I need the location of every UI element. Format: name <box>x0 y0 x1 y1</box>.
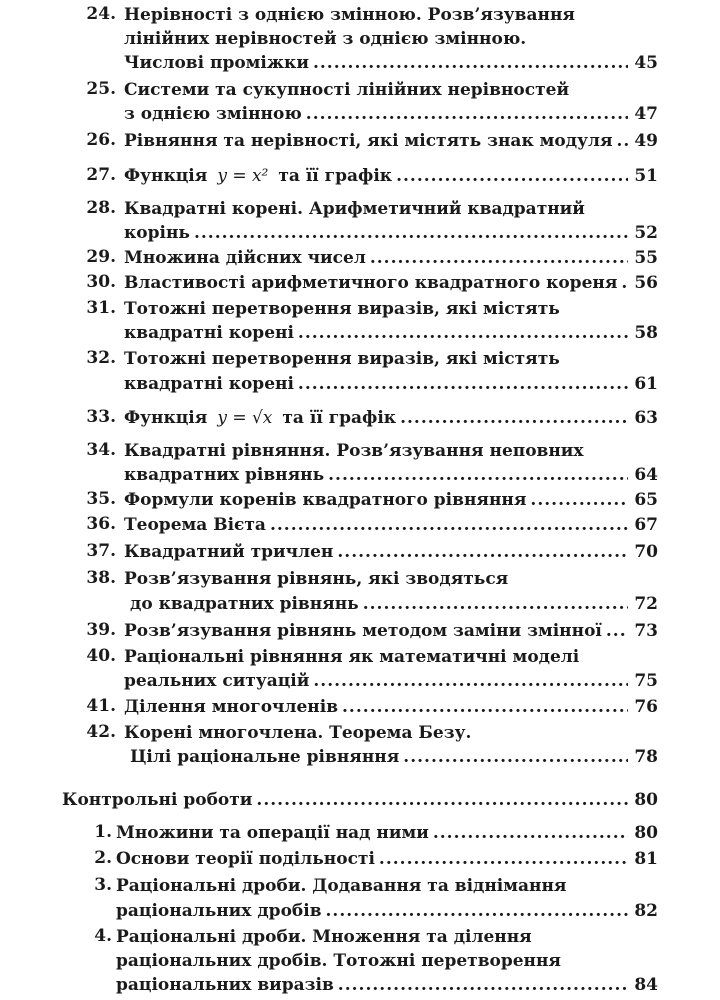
entry-title-line: та її графік <box>278 166 393 186</box>
entry-number: 42. <box>86 722 116 742</box>
dot-leader <box>298 373 628 395</box>
dot-leader <box>270 514 628 536</box>
page-number: 76 <box>634 697 658 717</box>
entry-leader-row <box>124 373 658 395</box>
entry-number: 39. <box>86 620 116 640</box>
entry-number: 37. <box>86 541 116 561</box>
entry-number: 33. <box>86 407 116 427</box>
entry-leader-row <box>130 593 658 615</box>
dot-leader <box>530 489 628 511</box>
entry-number: 32. <box>86 348 116 368</box>
page-number: 78 <box>634 747 658 767</box>
entry-number: 24. <box>86 4 116 24</box>
entry-leader-row <box>124 52 658 74</box>
formula-y-sqrt-x: y = √x <box>217 408 273 428</box>
entry-number: 25. <box>86 79 116 99</box>
entry-leader-row <box>124 165 658 187</box>
page-number: 65 <box>634 490 658 510</box>
entry-leader-row <box>124 620 658 642</box>
dot-leader <box>370 247 628 269</box>
page-number: 70 <box>634 542 658 562</box>
page-number: 47 <box>634 104 658 124</box>
entry-title-line: Раціональні рівняння як математичні моделі <box>124 647 580 667</box>
page-number: 82 <box>634 901 658 921</box>
page-number: 80 <box>634 823 658 843</box>
section-title: Контрольні роботи <box>62 790 253 810</box>
entry-number: 2. <box>94 848 112 868</box>
entry-title-line: квадратних рівнянь <box>124 465 325 485</box>
dot-leader <box>194 222 628 244</box>
entry-title-line: Множини та операції над ними <box>116 823 429 843</box>
page-number: 73 <box>634 621 658 641</box>
page-number: 56 <box>634 273 658 293</box>
entry-leader-row <box>124 670 658 692</box>
dot-leader <box>298 322 628 344</box>
entry-leader-row <box>124 130 658 152</box>
entry-title-line: раціональних дробів. Тотожні перетворення <box>116 951 561 971</box>
dot-leader <box>326 900 628 922</box>
entry-title-line: Основи теорії подільності <box>116 849 375 869</box>
entry-leader-row <box>116 848 658 870</box>
dot-leader <box>313 52 628 74</box>
dot-leader <box>363 593 628 615</box>
entry-title-line: квадратні корені <box>124 374 294 394</box>
entry-title-line: реальних ситуацій <box>124 671 310 691</box>
entry-leader-row <box>124 489 658 511</box>
entry-leader-row <box>124 222 658 244</box>
entry-leader-row <box>124 272 658 294</box>
entry-number: 1. <box>94 822 112 842</box>
dot-leader <box>403 746 628 768</box>
entry-leader-row <box>124 322 658 344</box>
entry-leader-row <box>116 900 658 922</box>
entry-title-line: Властивості арифметичного квадратного кореня <box>124 273 618 293</box>
entry-number: 35. <box>86 489 116 509</box>
page-number: 81 <box>634 849 658 869</box>
entry-title-line: квадратні корені <box>124 323 294 343</box>
page-number: 49 <box>634 131 658 151</box>
entry-number: 38. <box>86 568 116 588</box>
entry-title-line: Формули коренів квадратного рівняння <box>124 490 527 510</box>
dot-leader <box>433 822 628 844</box>
page-number: 72 <box>634 594 658 614</box>
dot-leader <box>396 165 628 187</box>
entry-title-line: Квадратні рівняння. Розв’язування неповних <box>124 441 584 461</box>
entry-leader-row <box>124 696 658 718</box>
page-number: 75 <box>634 671 658 691</box>
dot-leader <box>338 974 628 996</box>
section-leader-row <box>62 789 658 811</box>
dot-leader <box>337 541 628 563</box>
dot-leader <box>313 670 628 692</box>
entry-title-line: Функція <box>124 166 208 186</box>
entry-title-line: Теорема Вієта <box>124 515 266 535</box>
dot-leader <box>256 789 628 811</box>
entry-title-line: раціональних виразів <box>116 975 334 995</box>
entry-number: 28. <box>86 198 116 218</box>
entry-number: 30. <box>86 272 116 292</box>
entry-number: 26. <box>86 130 116 150</box>
entry-number: 36. <box>86 514 116 534</box>
entry-title-line: Квадратні корені. Арифметичний квадратний <box>124 199 585 219</box>
entry-title-line: Нерівності з однією змінною. Розв’язування <box>124 5 575 25</box>
entry-title-line: Розв’язування рівнянь методом заміни змінної <box>124 621 602 641</box>
page-number: 67 <box>634 515 658 535</box>
entry-title-line: Корені многочлена. Теорема Безу. <box>124 723 472 743</box>
entry-number: 3. <box>94 875 112 895</box>
entry-leader-row <box>124 407 658 429</box>
dot-leader <box>617 130 628 152</box>
dot-leader <box>621 272 628 294</box>
page-number: 52 <box>634 223 658 243</box>
entry-title-line: Системи та сукупності лінійних нерівностей <box>124 80 570 100</box>
dot-leader <box>342 696 628 718</box>
page-number: 63 <box>634 408 658 428</box>
entry-number: 40. <box>86 646 116 666</box>
page-number: 80 <box>634 790 658 810</box>
entry-leader-row <box>124 464 658 486</box>
entry-title-line: Тотожні перетворення виразів, які містять <box>124 299 560 319</box>
entry-title-line: Раціональні дроби. Додавання та віднімання <box>116 876 567 896</box>
entry-leader-row <box>124 541 658 563</box>
page-number: 55 <box>634 248 658 268</box>
entry-title-line: до квадратних рівнянь <box>130 594 359 614</box>
entry-leader-row <box>124 247 658 269</box>
entry-number: 29. <box>86 247 116 267</box>
dot-leader <box>379 848 628 870</box>
formula-y-x-squared: y = x² <box>217 166 269 186</box>
entry-title-line: Розв’язування рівнянь, які зводяться <box>124 569 509 589</box>
entry-number: 34. <box>86 440 116 460</box>
page-number: 84 <box>634 975 658 995</box>
entry-number: 4. <box>94 926 112 946</box>
page-number: 51 <box>634 166 658 186</box>
entry-leader-row <box>116 822 658 844</box>
entry-title-line: лінійних нерівностей з однією змінною. <box>124 29 527 49</box>
page-number: 64 <box>634 465 658 485</box>
entry-leader-row <box>124 103 658 125</box>
dot-leader <box>606 620 628 642</box>
entry-title-line: корінь <box>124 223 190 243</box>
entry-title-line: Раціональні дроби. Множення та ділення <box>116 927 532 947</box>
dot-leader <box>306 103 628 125</box>
entry-title-line: Функція <box>124 408 208 428</box>
entry-title-line: раціональних дробів <box>116 901 322 921</box>
entry-title-line: Тотожні перетворення виразів, які містять <box>124 349 560 369</box>
dot-leader <box>400 407 628 429</box>
entry-leader-row <box>130 746 658 768</box>
entry-title-line: Рівняння та нерівності, які містять знак модуля <box>124 131 613 151</box>
entry-title-line: Квадратний тричлен <box>124 542 334 562</box>
page-number: 45 <box>634 53 658 73</box>
entry-number: 41. <box>86 696 116 716</box>
dot-leader <box>328 464 628 486</box>
entry-leader-row <box>124 514 658 536</box>
entry-title-line: Цілі раціональне рівняння <box>130 747 400 767</box>
page-number: 61 <box>634 374 658 394</box>
entry-title-line: та її графік <box>282 408 397 428</box>
entry-number: 27. <box>86 165 116 185</box>
entry-title-line: Множина дійсних чисел <box>124 248 366 268</box>
entry-title-line: Ділення многочленів <box>124 697 339 717</box>
entry-number: 31. <box>86 298 116 318</box>
page-number: 58 <box>634 323 658 343</box>
entry-title-line: з однією змінною <box>124 104 302 124</box>
entry-leader-row <box>116 974 658 996</box>
entry-title-line: Числові проміжки <box>124 53 309 73</box>
